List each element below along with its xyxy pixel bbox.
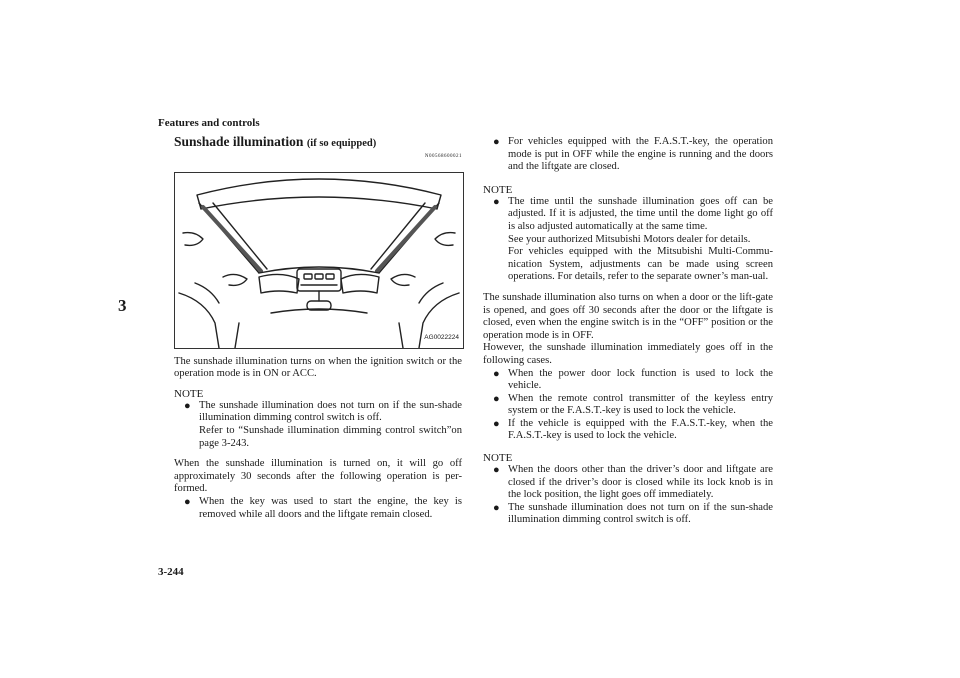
left-column xyxy=(174,136,462,521)
running-header: Features and controls xyxy=(158,117,260,129)
list-item-text: ● For vehicles equipped with the F.A.S.T.-key, the operation mode is put in OFF while the engine is running and the doors and the liftgate are closed. xyxy=(508,136,773,173)
ceiling-illumination-figure xyxy=(174,172,464,349)
note-item-text: ● The sunshade illumination does not turn on if the sun-shade illumination dimming control switch is off. xyxy=(199,399,462,424)
note-subtext xyxy=(199,425,462,450)
note-item xyxy=(491,196,773,284)
note-item-text: For vehicles equipped with the Mitsubishi Multi-Commu-nication System, adjustments can be made using screen operations. For details, refer to the separate owner’s man-ual. xyxy=(508,246,773,283)
list-item-text: ● When the remote control transmitter of the keyless entry system or the F.A.S.T.-key is used to lock the vehicle. xyxy=(508,392,773,417)
section-code: N00568600021 xyxy=(424,154,462,159)
note-item-text: See your authorized Mitsubishi Motors dealer for details. xyxy=(508,233,751,245)
page-number: 3-244 xyxy=(158,566,184,578)
note-subtext-text: Refer to “Sunshade illumination dimming control switch”on page 3-243. xyxy=(199,424,462,449)
section-title-suffix: (if so equipped) xyxy=(306,138,377,149)
list-item xyxy=(491,136,773,174)
list-item xyxy=(491,368,773,393)
note-label: NOTE xyxy=(483,452,513,465)
note-item-text: ● When the doors other than the driver’s door and liftgate are closed if the driver’s door is closed while its lock knob is in the lock position, the light goes off immediately. xyxy=(508,464,773,501)
liftgate-paragraph: The sunshade illumination also turns on when a door or the lift-gate is opened, and goes off 30 seconds after the door or the liftgate is closed, even when the engine switch is in the “OFF” position or the operation mode is in OFF. xyxy=(483,291,773,341)
chapter-tab: 3 xyxy=(118,296,127,315)
right-column xyxy=(483,136,773,527)
vehicle-ceiling-illumination-diagram xyxy=(175,173,463,348)
intro-paragraph: The sunshade illumination turns on when the ignition switch or the operation mode is in ON or ACC. xyxy=(174,355,462,380)
list-item xyxy=(491,393,773,418)
note-item xyxy=(491,502,773,527)
list-item xyxy=(491,418,773,443)
note-label: NOTE xyxy=(174,387,204,400)
figure-id: AG0022224 xyxy=(424,334,459,341)
list-item-text: ● If the vehicle is equipped with the F.A.S.T.-key, when the F.A.S.T.-key is used to lock the vehicle. xyxy=(508,417,773,442)
note-label: NOTE xyxy=(483,183,513,196)
off-timing-paragraph: When the sunshade illumination is turned on, it will go off approximately 30 seconds after the following operation is per-formed. xyxy=(174,458,462,495)
note-item-text: ● The sunshade illumination does not turn on if the sun-shade illumination dimming control switch is off. xyxy=(508,501,773,526)
section-title xyxy=(174,136,462,151)
section-title-text: Sunshade illumination xyxy=(174,134,304,149)
note-item xyxy=(491,464,773,502)
list-item-text: ● When the key was used to start the engine, the key is removed while all doors and the liftgate remain closed. xyxy=(199,495,462,520)
list-item-text: ● When the power door lock function is used to lock the vehicle. xyxy=(508,367,773,392)
list-item xyxy=(182,496,462,521)
exceptions-paragraph: However, the sunshade illumination immediately goes off in the following cases. xyxy=(483,342,773,366)
note-item-text: ● The time until the sunshade illumination goes off can be adjusted. If it is adjusted, the time until the dome light go off is also adjusted automatically at the same time. xyxy=(508,195,773,232)
note-item xyxy=(182,400,462,425)
sidebar-divider xyxy=(136,130,137,558)
